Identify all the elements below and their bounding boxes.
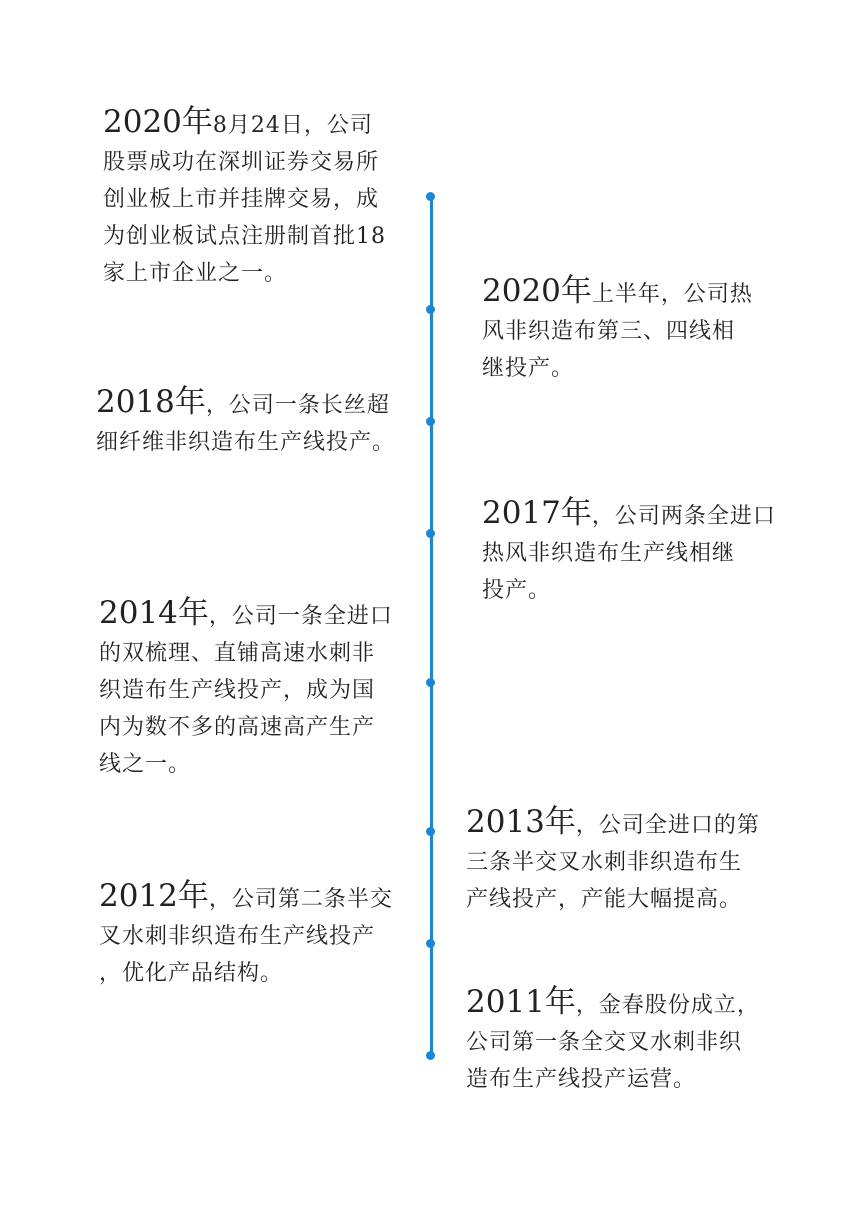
event-text: ，公司两条全进口 热风非织造布生产线相继 投产。 xyxy=(482,504,776,603)
timeline-event xyxy=(96,384,395,461)
event-year: 2011年 xyxy=(466,984,576,1020)
event-text: ，公司一条全进口 的双梳理、直铺高速水刺非 织造布生产线投产，成为国 内为数不多的高速高产生产 线之一。 xyxy=(99,604,393,777)
timeline-axis xyxy=(430,196,433,1056)
event-text: 8月24日，公司 股票成功在深圳证券交易所 创业板上市并挂牌交易，成 为创业板试点注册制首批18 家上市企业之一。 xyxy=(103,113,386,286)
event-year: 2017年 xyxy=(482,495,592,531)
timeline-dot xyxy=(426,678,435,687)
timeline-event xyxy=(99,878,393,992)
timeline-dot xyxy=(426,192,435,201)
timeline-event xyxy=(466,804,760,918)
event-year: 2020年 xyxy=(482,273,592,309)
event-year: 2013年 xyxy=(466,804,576,840)
event-year: 2020年 xyxy=(103,104,213,140)
timeline-event xyxy=(482,273,753,387)
event-text: ，金春股份成立， 公司第一条全交叉水刺非织 造布生产线投产运营。 xyxy=(466,993,760,1092)
event-year: 2012年 xyxy=(99,878,209,914)
timeline-dot xyxy=(426,827,435,836)
timeline-dot xyxy=(426,939,435,948)
event-text: ，公司第二条半交 叉水刺非织造布生产线投产 ，优化产品结构。 xyxy=(99,887,393,986)
event-year: 2018年 xyxy=(96,384,206,420)
timeline-event xyxy=(466,984,760,1098)
timeline-dot xyxy=(426,305,435,314)
event-text: ，公司全进口的第 三条半交叉水刺非织造布生 产线投产，产能大幅提高。 xyxy=(466,813,760,912)
timeline-dot xyxy=(426,1051,435,1060)
timeline-dot xyxy=(426,417,435,426)
timeline-event xyxy=(482,495,776,609)
event-text: ，公司一条长丝超 细纤维非织造布生产线投产。 xyxy=(96,393,396,455)
timeline-event xyxy=(99,595,393,783)
timeline-dot xyxy=(426,529,435,538)
timeline-event xyxy=(103,104,386,292)
event-year: 2014年 xyxy=(99,595,209,631)
event-text: 上半年，公司热 风非织造布第三、四线相 继投产。 xyxy=(482,282,753,381)
